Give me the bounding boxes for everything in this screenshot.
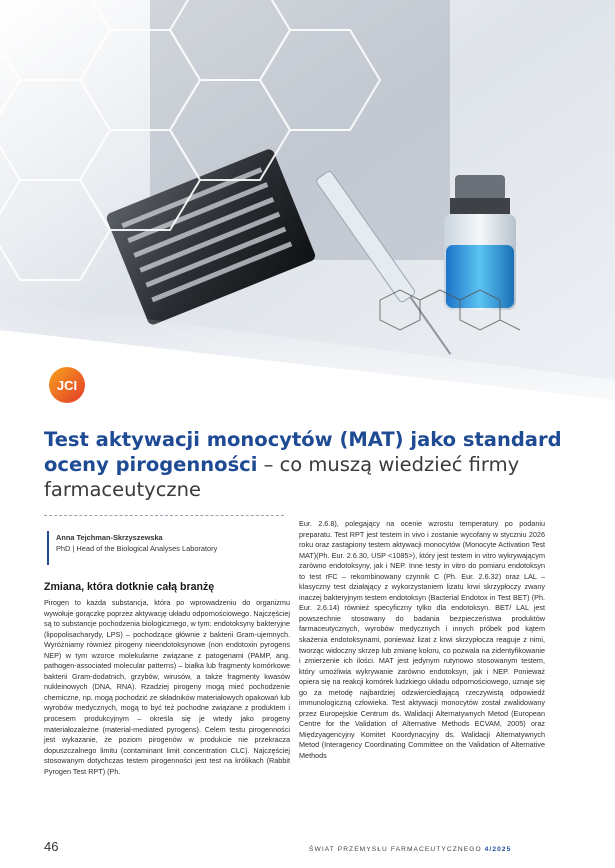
title-subtitle: – co muszą wiedzieć firmy farmaceutyczne: [44, 453, 520, 501]
page-number: 46: [44, 839, 59, 854]
author-role: PhD | Head of the Biological Analyses Laboratory: [56, 543, 218, 553]
author-name: Anna Tejchman-Skrzyszewska: [56, 533, 163, 542]
author-box: [56, 533, 286, 554]
logo-text: JCI: [56, 378, 78, 393]
title-divider: [44, 515, 284, 516]
body-column-left: [44, 598, 290, 777]
hero-photo: [0, 0, 615, 420]
magazine-issue: 4/2025: [484, 846, 512, 853]
paragraph: Eur. 2.6.8), polegający na ocenie wzrostu temperatury po podaniu preparatu. Test RPT jest testem in vivo i zostanie wycofany w styczniu 2026 roku oraz zastąpiony testem aktywacji monocytów (Monocyte Activation Test MAT)(Ph. Eur. 2.6.30, USP <1085>), który jest testem in vitro wykrywającym zarówno endotoksyny, jak i NEP. Inne testy in vitro do pomiaru endotoksyn to test rFC – rekombinowany czynnik C (Ph. Eur. 2.6.32) oraz LAL – klasyczny test działający z wykorzystaniem lizatu krwi skrzypłoczy zwany inaczej bakteryjnym testem endotoksyn (Bacterial Endotox in Test BET) (Ph. Eur. 2.6.14) również specyficzny tylko dla endotoksyn. BET/ LAL jest powszechnie stosowany do badania bezpieczeństwa produktów farmaceutycznych, wyrobów medycznych i innych próbek pod kątem skażenia endotoksynami, ponieważ lizat z krwi skrzypłocza reaguje z nimi, tworząc widoczny skrzep lub zmianę koloru, co pozwala na zidentyfikowanie i zmierzenie ich ilości. MAT jest jedynym rutynowo stosowanym testem, który umożliwia wykrywanie zarówno endotoksyn, jak i NEP. Ponieważ opiera się na reakcji komórek ludzkiego układu odpornościowego, uznaje się go za metodę najbardziej odzwierciedlającą rzeczywistą odpowiedź immunologiczną człowieka. Test aktywacji monocytów został zwalidowany przez Europejskie Centrum ds. Walidacji Alternatywnych Metod (European Centre for the Validation of Alternative Methods ECVAM, 2005) oraz Międzyagencyjny Komitet Koordynacyjny ds. Walidacji Alternatywnych Metod (Interagency Coordinating Committee on the Validation of Alternative Methods: [299, 519, 545, 761]
magazine-footer: [309, 846, 511, 853]
title-main: Test aktywacji monocytów (MAT) jako standard oceny pirogenności: [44, 428, 562, 476]
lab-equipment-photo: [0, 0, 615, 420]
article-title: [44, 427, 574, 502]
author-accent-bar: [47, 531, 49, 565]
magazine-name: ŚWIAT PRZEMYSŁU FARMACEUTYCZNEGO: [309, 846, 485, 853]
jci-logo-icon: [46, 364, 88, 406]
body-column-right: [299, 519, 545, 762]
section-heading: Zmiana, która dotknie całą branżę: [44, 581, 215, 593]
paragraph: Pirogen to każda substancja, która po wprowadzeniu do organizmu wywołuje gorączkę poprzez aktywację układu odpornościowego. Najczęściej są to substancje pochodzenia biologicznego, w tym: endotoksyny bakteryjne (lipopolisacharydy, LPS) – pochodzące głównie z bakterii Gram-ujemnych. Wyróżniamy również pirogeny nieendotoksynowe (non endotoxin pyrogens NEP) w tym wzorce molekularne związane z patogenami (PAMP, ang. pathogen-associated molecular patterns) – białka lub fragmenty komórkowe bakterii Gram-dodatnich, grzybów, wirusów, a także fragmenty kwasów nukleinowych (DNA, RNA). Rzadziej pirogeny mogą mieć pochodzenie chemiczne, np. mogą pochodzić ze składników materiałowych opakowań lub wyrobów medycznych, mogą to być też pochodne związane z produktem i procesem produkcyjnym – określa się je wtedy jako pirogeny materiałozależne (material-mediated pyrogens). Celem testu pirogenności jest wykazanie, że poziom pirogenów w produkcie nie przekracza dopuszczalnego limitu (contaminant limit concentration CLC). Najczęściej stosowanym dotychczas testem pirogenności jest test na królikach (Rabbit Pyrogen Test RPT) (Ph.: [44, 598, 290, 776]
